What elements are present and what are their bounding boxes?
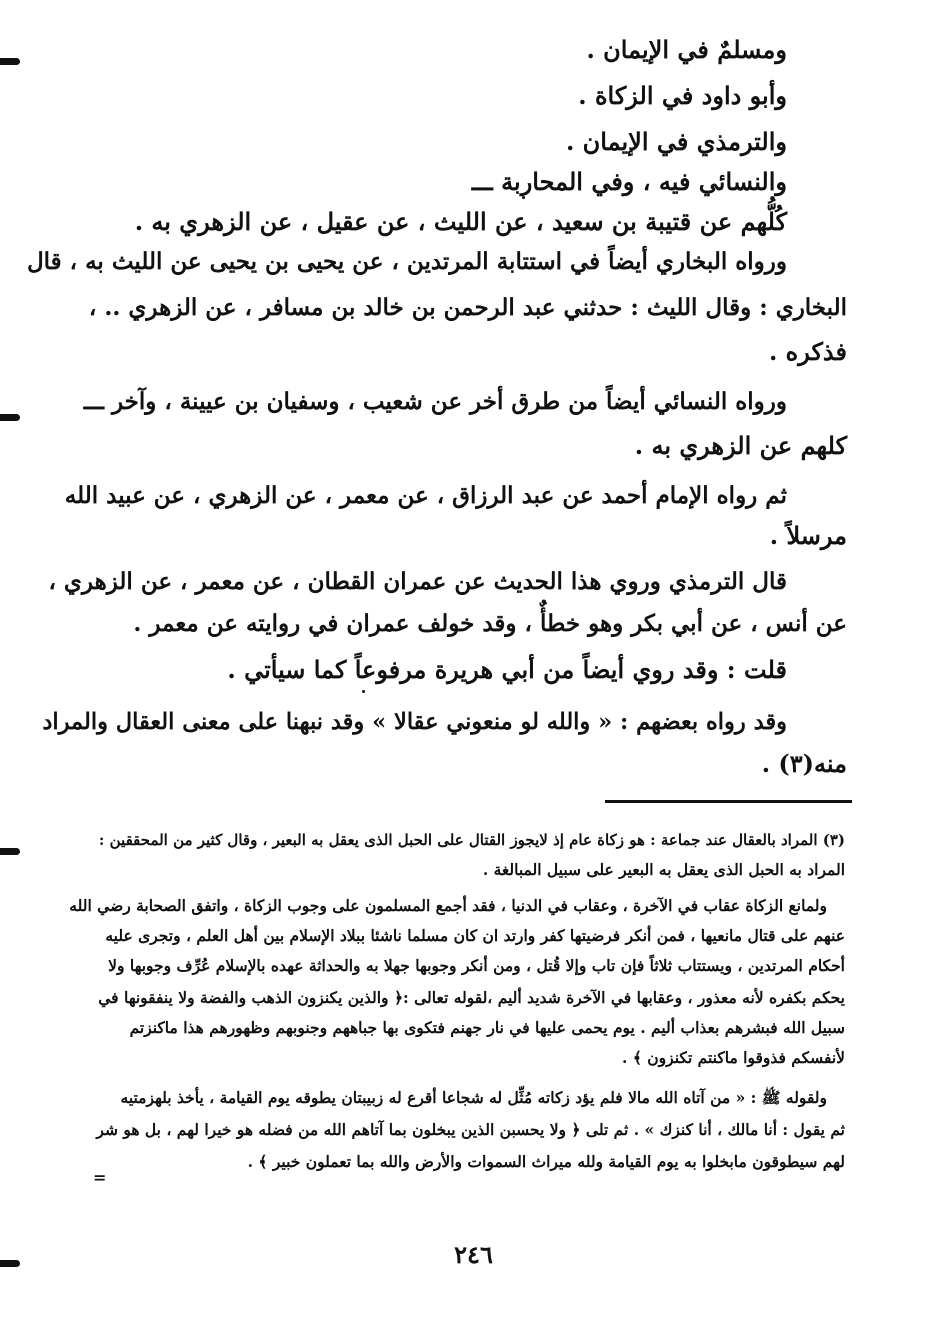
- text-line-11: ثم رواه الإمام أحمد عن عبد الرزاق ، عن معمر ، عن الزهري ، عن عبيد الله: [64, 482, 787, 509]
- text-line-13: قال الترمذي وروي هذا الحديث عن عمران القطان ، عن معمر ، عن الزهري ،: [48, 568, 787, 595]
- footnote-line-6: يحكم بكفره لأنه معذور ، وعقابها في الآخرة شديد أليم ،لقوله تعالى :﴿ والذين يكنزون الذهب والفضة ولا ينفقونها في: [98, 988, 845, 1007]
- footnote-separator: [605, 800, 852, 803]
- text-line-6: ورواه البخاري أيضاً في استتابة المرتدين ، عن يحيى بن يحيى عن الليث به ، قال: [26, 248, 787, 275]
- footnote-line-4: عنهم على قتال مانعيها ، فمن أنكر فرضيتها كفر وارتد ان كان مسلما ناشئا ببلاد الإسلام بين أهل العلم ، وتجرى عليه: [105, 926, 845, 945]
- text-line-7: البخاري : وقال الليث : حدثني عبد الرحمن بن خالد بن مسافر ، عن الزهري .. ،: [88, 294, 847, 321]
- ink-speck: [362, 690, 365, 693]
- text-line-14: عن أنس ، عن أبي بكر وهو خطأٌ ، وقد خولف عمران في روايته عن معمر .: [133, 610, 847, 637]
- text-line-10: كلهم عن الزهري به .: [634, 431, 847, 460]
- footnote-line-9: ولقوله ﷺ : « من آتاه الله مالا فلم يؤد زكاته مُثِّل له شجاعا أقرع له زبيبتان يطوقه يوم القيامة ، يأخذ بلهزمتيه: [120, 1088, 827, 1107]
- footnote-line-7: سبيل الله فبشرهم بعذاب أليم . يوم يحمى عليها في نار جهنم فتكوى بها جباههم وجنوبهم وظهورهم هذا ماكنزتم: [129, 1018, 845, 1037]
- text-line-17: منه(٣) .: [761, 749, 847, 778]
- text-line-2: وأبو داود في الزكاة .: [578, 81, 787, 110]
- footnote-line-5: أحكام المرتدين ، ويستتاب ثلاثاً فإن تاب وإلا قُتل ، ومن أنكر وجوبها جهلا به والحداثة عهده بالإسلام عُرِّف وجوبها ولا: [108, 956, 845, 975]
- text-line-8: فذكره .: [768, 337, 847, 366]
- footnote-line-10: ثم يقول : أنا مالك ، أنا كنزك » . ثم تلى ﴿ ولا يحسبن الذين يبخلون بما آتاهم الله من فضله هو خيرا لهم ، بل هو شر: [96, 1120, 845, 1139]
- footnote-line-3: ولمانع الزكاة عقاب في الآخرة ، وعقاب في الدنيا ، فقد أجمع المسلمون على وجوب الزكاة ، واتفق الصحابة رضي الله: [69, 896, 827, 915]
- text-line-12: مرسلاً .: [769, 521, 847, 550]
- text-line-16: وقد رواه بعضهم : « والله لو منعوني عقالا » وقد نبهنا على معنى العقال والمراد: [42, 709, 787, 735]
- text-line-4: والنسائي فيه ، وفي المحاربة ـــ: [471, 167, 787, 196]
- margin-mark-1: [0, 58, 20, 65]
- text-line-9: ورواه النسائي أيضاً من طرق أخر عن شعيب ، وسفيان بن عيينة ، وآخر ـــ: [83, 388, 787, 415]
- footnote-line-1: (٣) المراد بالعقال عند جماعة : هو زكاة عام إذ لايجوز القتال على الحبل الذى يعقل به البعير ، وقال كثير من المحققين :: [98, 831, 845, 849]
- footnote-line-11: لهم سيطوقون مابخلوا به يوم القيامة ولله ميراث السموات والأرض والله بما تعملون خبير ﴾ .: [247, 1152, 845, 1171]
- footnote-line-8: لأنفسكم فذوقوا ماكنتم تكنزون ﴾ .: [622, 1048, 845, 1067]
- text-line-5: كُلُّهم عن قتيبة بن سعيد ، عن الليث ، عن عقيل ، عن الزهري به .: [134, 207, 787, 236]
- text-line-1: ومسلمٌ في الإيمان .: [586, 35, 787, 64]
- page-number: ٢٤٦: [454, 1240, 493, 1269]
- text-line-15: قلت : وقد روي أيضاً من أبي هريرة مرفوعاً كما سيأتي .: [227, 655, 787, 684]
- text-line-3: والترمذي في الإيمان .: [565, 127, 787, 156]
- margin-mark-2: [0, 414, 20, 421]
- footnote-line-2: المراد به الحبل الذى يعقل به البعير على سبيل المبالغة .: [482, 860, 845, 879]
- continuation-mark: =: [93, 1168, 107, 1187]
- ink-speck: [522, 196, 525, 199]
- margin-mark-3: [0, 848, 20, 855]
